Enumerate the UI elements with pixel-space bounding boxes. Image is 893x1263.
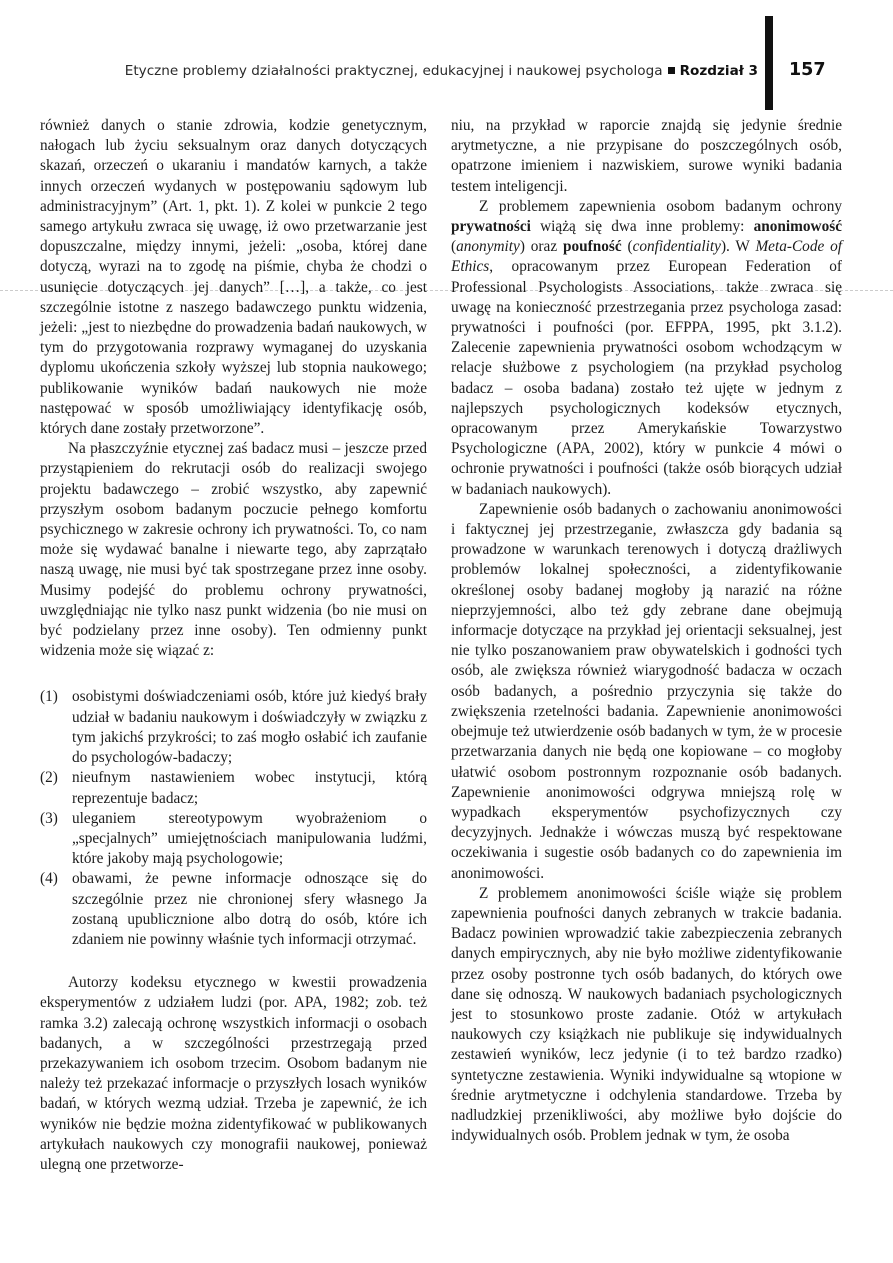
paragraph: niu, na przykład w raporcie znajdą się jedynie średnie arytmetyczne, a nie przypisane do poszczególnych osób, opatrzone imieniem i nazwiskiem, surowe wyniki badania testem inteligencji.: [451, 117, 842, 195]
meta-code-title: Meta-Code of Ethics: [451, 238, 842, 276]
list-item: [40, 809, 427, 870]
term-anonymity: anonimowość: [753, 218, 842, 236]
header-vertical-bar: [765, 16, 773, 110]
numbered-list: [40, 687, 427, 950]
running-title: [125, 63, 758, 79]
term-confidentiality-english: confidentiality: [632, 238, 721, 256]
paragraph: Z problemem anonimowości ściśle wiąże się problem zapewnienia poufności danych zebranych w trakcie badania. Badacz powinien wprowadzić takie zabezpieczenia zebranych danych empirycznych, aby nie było możliwe zidentyfikowanie przez osoby postronne tych osób badanych, do których owe dane się odnoszą. W naukowych badaniach psychologicznych jest to stosunkowo proste zadanie. Otóż w artykułach naukowych czy książkach nie publikuje się indywidualnych zestawień wyników, lecz jedynie (i to też bardzo rzadko) syntetyczne zestawienia. Wyniki indywidualne są wtopione w średnie arytmetyczne i odchylenia standardowe. Trzeba by nadludzkiej przenikliwości, aby możliwe było dojście do indywidualnych osób. Problem jednak w tym, że osoba: [451, 884, 842, 1145]
list-item-text: osobistymi doświadczeniami osób, które już kiedyś brały udział w badaniu naukowym i doświadczyły w związku z tym jakichś przykrości; to zaś mogło osłabić ich zaufanie do psychologów-badaczy;: [72, 688, 427, 767]
text-run: (: [621, 238, 633, 256]
list-item-text: nieufnym nastawieniem wobec instytucji, którą reprezentuje badacz;: [72, 769, 427, 807]
term-anonymity-english: anonymity: [456, 238, 520, 256]
list-item-number: (1): [40, 688, 58, 706]
paragraph: Na płaszczyźnie etycznej zaś badacz musi – jeszcze przed przystąpieniem do rekrutacji osób do realizacji swojego projektu badawczego – zrobić wszystko, aby zapewnić przyszłym osobom badanym poczucie pełnego komfortu psychicznego w zakresie ochrony ich prywatności. To, co nam może się wydawać banalne i niewarte tego, aby zaprzątało naszą uwagę, nie musi być tak spostrzegane przez inne osoby. Musimy podejść do problemu ochrony prywatności, uwzględniając nie tylko nasz punkt widzenia (bo nie musi on być podzielany przez inne osoby). Ten odmienny punkt widzenia może się wiązać z:: [40, 440, 427, 660]
page-number: 157: [789, 60, 826, 80]
list-item: [40, 768, 427, 808]
list-item-number: (2): [40, 769, 58, 787]
list-item-number: (3): [40, 809, 58, 827]
text-run: ). W: [720, 238, 756, 256]
square-bullet-icon: [668, 67, 675, 74]
paragraph: Zapewnienie osób badanych o zachowaniu anonimowości i faktycznej jej przestrzeganie, zwłaszcza gdy badania są prowadzone w warunkach terenowych i dotyczą drażliwych problemów lokalnej społeczności, a zidentyfikowanie określonej osoby badanej mogłoby ją narazić na różne nieprzyjemności, albo też gdy zebrane dane obejmują informacje dotyczące na przykład jej orientacji seksualnej, jest nie tylko poszanowaniem praw obywatelskich i godności tych osób, ale zwiększa również wiarygodność badacza w oczach osób badanych, a pośrednio przyczynia się także do zwiększenia rzetelności badania. Zapewnienie anonimowości obejmuje też utwierdzenie osób badanych w tym, że w procesie przetwarzania danych nie będą one kopiowane – co mogłoby ułatwić osobom postronnym rozpoznanie osób badanych. Zapewnienie anonimowości odgrywa mniejszą rolę w wypadkach eksperymentów psychofizycznych czy decyzyjnych. Jednakże i wówczas muszą być respektowane oczekiwania i sugestie osób badanych co do zapewnienia im anonimowości.: [451, 500, 842, 882]
list-item-number: (4): [40, 870, 58, 888]
chapter-label: Rozdział 3: [679, 63, 758, 79]
list-item: [40, 687, 427, 768]
paragraph: Autorzy kodeksu etycznego w kwestii prowadzenia eksperymentów z udziałem ludzi (por. APA, 1982; zob. też ramka 3.2) zalecają ochronę wszystkich informacji o osobach badanych, a w szczególności przestrzegają przed przekazywaniem ich osobom trzecim. Osobom badanym nie należy też przekazać informacje o przyszłych losach wyników badań, w których wezmą udział. Trzeba je zapewnić, że ich wyników nie będzie można zidentyfikować w publikowanych artykułach naukowych czy monografii naukowej, ponieważ ulegną one przetworze-: [40, 974, 427, 1173]
paragraph: również danych o stanie zdrowia, kodzie genetycznym, nałogach lub życiu seksualnym oraz danych dotyczących skazań, orzeczeń o ukaraniu i mandatów karnych, a także innych orzeczeń wydanych w postępowaniu sądowym lub administracyjnym” (Art. 1, pkt. 1). Z kolei w punkcie 2 tego samego artykułu zwraca się uwagę, iż owo przetwarzanie jest dopuszczalne, między innymi, jeżeli: „osoba, której dane dotyczą, wyrazi na to zgodę na piśmie, chyba że chodzi o usunięcie dotyczących jej danych” […], a także, co jest szczególnie istotne z naszego badawczego punktu widzenia, jeżeli: „jest to niezbędne do prowadzenia badań naukowych, w tym do przygotowania rozprawy wymaganej do uzyskania dyplomu ukończenia szkoły wyższej lub stopnia naukowego; publikowanie wyników badań naukowych nie może następować w sposób umożliwiający identyfikację osób, których dane zostały przetworzone”.: [40, 117, 427, 438]
term-privacy: prywatności: [451, 218, 531, 236]
text-run: wiążą się dwa inne problemy:: [530, 218, 754, 236]
right-column: [451, 116, 842, 1146]
text-run: Z problemem zapewnienia osobom badanym ochrony: [479, 197, 842, 215]
list-item-text: obawami, że pewne informacje odnoszące się do szczególnie przez nie chronionej sfery własnego Ja zostaną upublicznione albo dotrą do osób, które ich zdaniem nie powinny właśnie tych informacji otrzymać.: [72, 870, 427, 948]
term-confidentiality: poufność: [562, 238, 622, 256]
paragraph-key-terms: [451, 197, 842, 500]
running-title-text: Etyczne problemy działalności praktycznej, edukacyjnej i naukowej psychologa: [124, 63, 663, 79]
list-item: [40, 869, 427, 950]
page-header: [0, 0, 893, 110]
text-run: (: [451, 238, 457, 256]
left-column: [40, 116, 427, 1175]
list-item-text: uleganiem stereotypowym wyobrażeniom o „specjalnych” umiejętnościach manipulowania ludźmi, które jakoby mają psychologowie;: [72, 809, 427, 868]
text-run: ) oraz: [519, 238, 563, 256]
text-run: , opracowanym przez European Federation of Professional Psychologists Associations, także zwraca się uwagę na konieczność przestrzegania przez psychologa zasad: prywatności i poufności (por. EFPPA, 1995, pkt 3.1.2). Zalecenie zapewnienia prywatności osobom wchodzącym w relacje służbowe z psychologiem (na przykład psycholog badacz – osoba badana) zostało też ujęte w jednym z najlepszych psychologicznych kodeksów etycznych, opracowanym przez Amerykańskie Towarzystwo Psychologiczne (APA, 2002), który w punkcie 4 mówi o ochronie prywatności i poufności (także osób biorących udział w badaniach naukowych).: [451, 258, 842, 498]
